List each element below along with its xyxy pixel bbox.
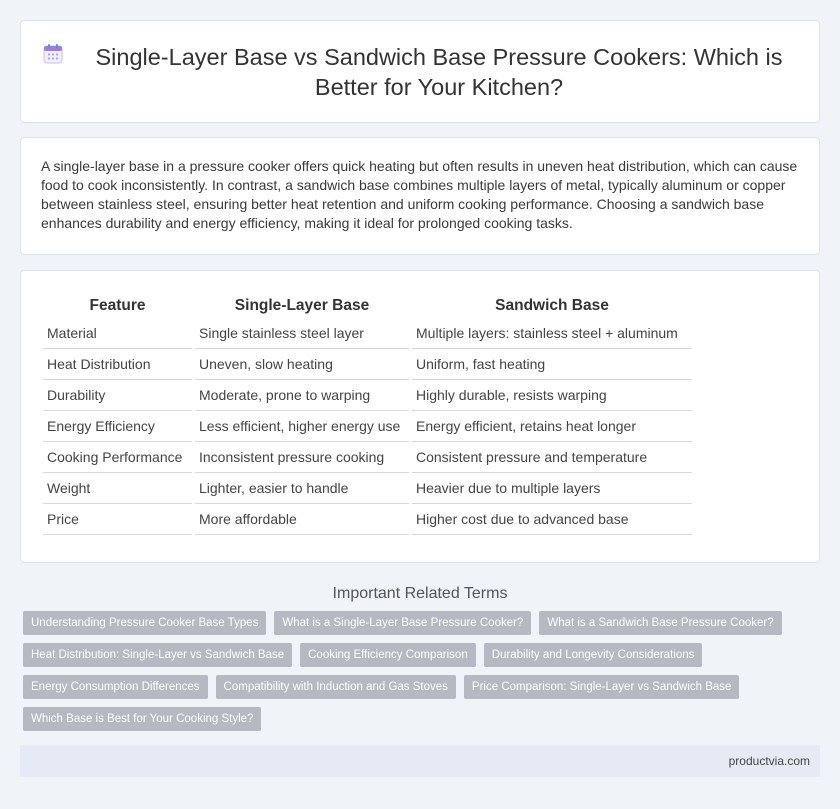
related-tag[interactable]: What is a Sandwich Base Pressure Cooker? (539, 611, 781, 635)
related-tag[interactable]: Durability and Longevity Considerations (484, 643, 703, 667)
feature-cell: Weight (43, 473, 192, 504)
related-tag[interactable]: Energy Consumption Differences (23, 675, 208, 699)
header-feature: Feature (89, 297, 146, 314)
sandwich-cell: Highly durable, resists warping (412, 380, 692, 411)
sandwich-cell: Uniform, fast heating (412, 349, 692, 380)
single-layer-cell: Single stainless steel layer (195, 318, 409, 349)
header-sandwich: Sandwich Base (495, 297, 609, 314)
sandwich-cell: Heavier due to multiple layers (412, 473, 692, 504)
related-terms-heading: Important Related Terms (332, 585, 508, 602)
sandwich-cell: Consistent pressure and temperature (412, 442, 692, 473)
single-layer-cell: Lighter, easier to handle (195, 473, 409, 504)
comparison-card (20, 270, 820, 563)
single-layer-cell: Uneven, slow heating (195, 349, 409, 380)
intro-text: A single-layer base in a pressure cooker offers quick heating but often results in uneven heat distribution, which can cause food to cook inconsistently. In contrast, a sandwich base combines multiple layers of metal, typically aluminum or copper between stainless steel, ensuring better heat retention and uniform cooking performance. Choosing a sandwich base enhances durability and energy efficiency, making it ideal for prolonged cooking tasks. (41, 158, 798, 231)
footer (20, 745, 820, 777)
table-row (43, 411, 692, 442)
footer-brand-link[interactable]: productvia.com (728, 754, 810, 768)
single-layer-cell: More affordable (195, 504, 409, 535)
related-tag[interactable]: What is a Single-Layer Base Pressure Cooker? (274, 611, 531, 635)
page-title: Single-Layer Base vs Sandwich Base Pressure Cookers: Which is Better for Your Kitchen? (95, 43, 783, 100)
table-row (43, 473, 692, 504)
header-card (20, 20, 820, 123)
comparison-table (40, 291, 695, 535)
single-layer-cell: Less efficient, higher energy use (195, 411, 409, 442)
related-tag[interactable]: Heat Distribution: Single-Layer vs Sandwich Base (23, 643, 292, 667)
table-row (43, 349, 692, 380)
sandwich-cell: Multiple layers: stainless steel + aluminum (412, 318, 692, 349)
calendar-icon (41, 42, 65, 66)
sandwich-cell: Higher cost due to advanced base (412, 504, 692, 535)
table-row (43, 318, 692, 349)
related-tag[interactable]: Which Base is Best for Your Cooking Style? (23, 707, 261, 731)
related-tag[interactable]: Price Comparison: Single-Layer vs Sandwich Base (464, 675, 740, 699)
table-row (43, 380, 692, 411)
single-layer-cell: Moderate, prone to warping (195, 380, 409, 411)
header-single-layer: Single-Layer Base (234, 297, 370, 314)
feature-cell: Heat Distribution (43, 349, 192, 380)
related-tags (20, 611, 820, 739)
table-header-row (43, 291, 692, 318)
intro-card (20, 137, 820, 255)
feature-cell: Energy Efficiency (43, 411, 192, 442)
feature-cell: Price (43, 504, 192, 535)
table-row (43, 442, 692, 473)
feature-cell: Durability (43, 380, 192, 411)
related-tag[interactable]: Understanding Pressure Cooker Base Types (23, 611, 266, 635)
sandwich-cell: Energy efficient, retains heat longer (412, 411, 692, 442)
feature-cell: Cooking Performance (43, 442, 192, 473)
single-layer-cell: Inconsistent pressure cooking (195, 442, 409, 473)
feature-cell: Material (43, 318, 192, 349)
related-tag[interactable]: Compatibility with Induction and Gas Stoves (216, 675, 456, 699)
header-inner (41, 42, 799, 102)
table-row (43, 504, 692, 535)
related-tag[interactable]: Cooking Efficiency Comparison (300, 643, 476, 667)
